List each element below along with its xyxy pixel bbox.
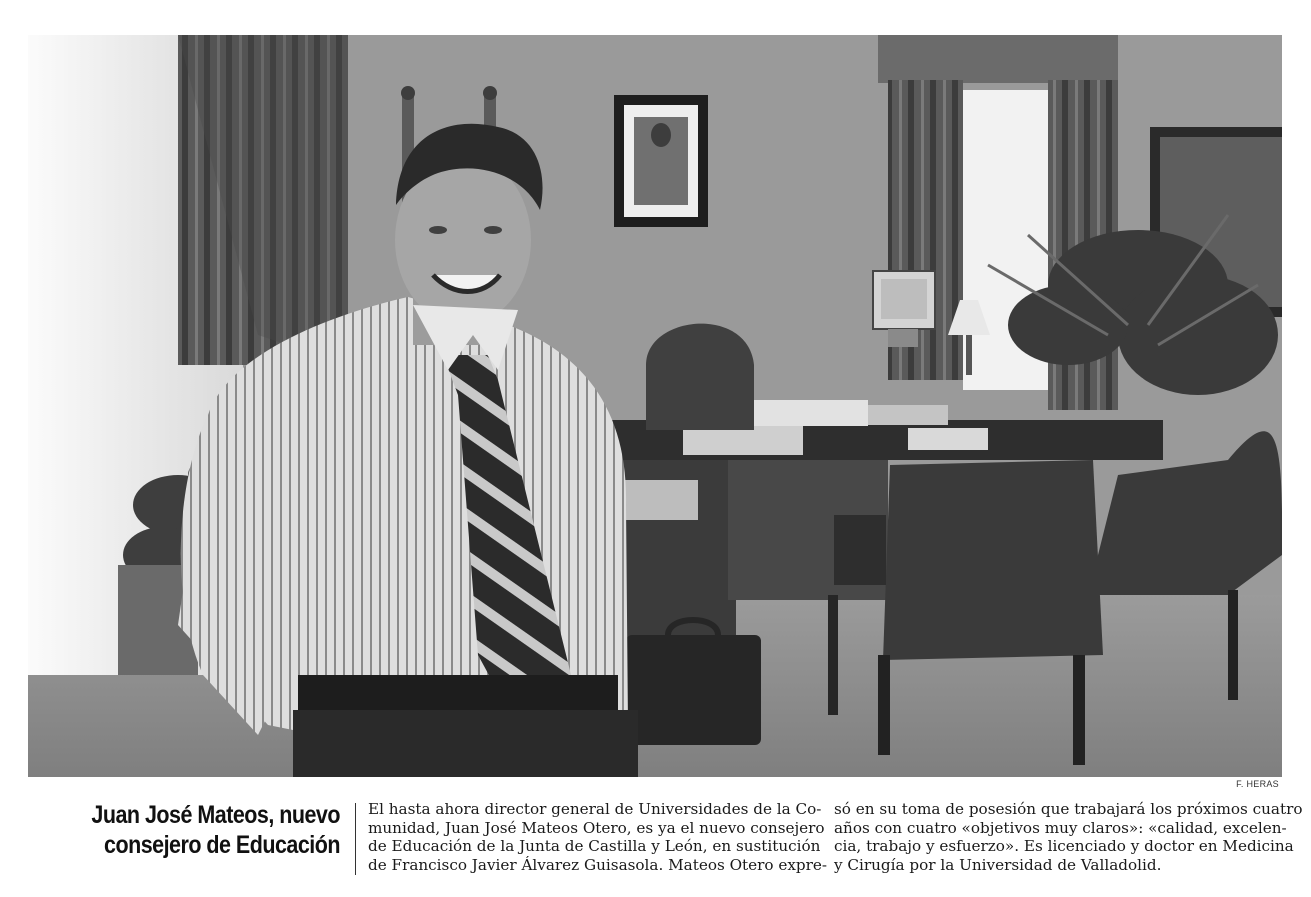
column-divider <box>355 803 356 875</box>
headline-line-2: consejero de Educación <box>104 831 340 859</box>
body-line: munidad, Juan José Mateos Otero, es ya el nuevo consejero <box>368 818 825 837</box>
body-line: El hasta ahora director general de Universidades de la Co- <box>368 800 822 818</box>
article-body-column-1 <box>368 800 828 874</box>
body-line: de Francisco Javier Álvarez Guisasola. Mateos Otero expre- <box>368 855 828 874</box>
body-line: só en su toma de posesión que trabajará los próximos cuatro <box>834 800 1303 818</box>
body-line: años con cuatro «objetivos muy claros»: «calidad, excelen- <box>834 818 1287 837</box>
body-line: cia, trabajo y esfuerzo». Es licenciado y doctor en Medicina <box>834 837 1294 856</box>
body-line: y Cirugía por la Universidad de Valladolid. <box>834 855 1162 874</box>
headline-line-1: Juan José Mateos, nuevo <box>91 801 340 829</box>
news-photo <box>28 35 1282 777</box>
article-headline <box>82 800 340 860</box>
body-line: de Educación de la Junta de Castilla y León, en sustitución <box>368 837 821 856</box>
article-body-column-2 <box>834 800 1303 874</box>
photo-credit: F. HERAS <box>1236 779 1279 789</box>
